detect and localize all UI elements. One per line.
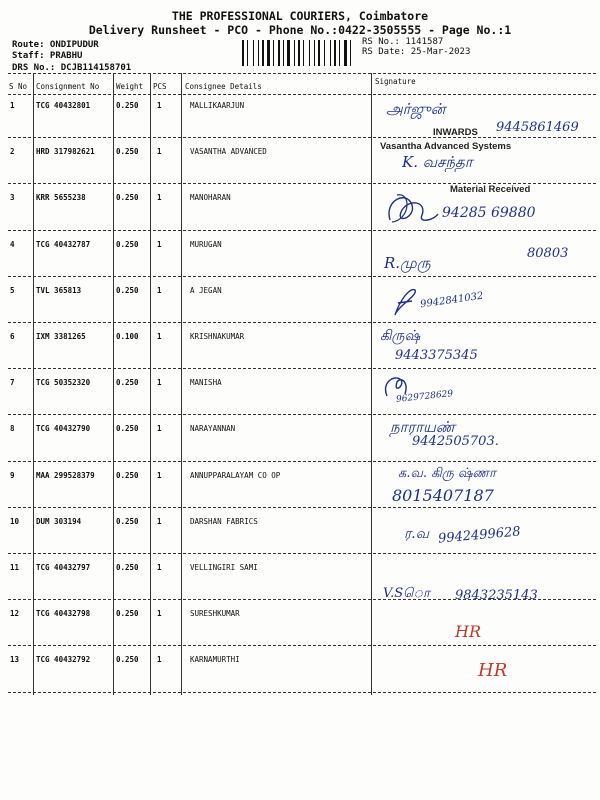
- barcode-bar: [334, 40, 336, 66]
- col-divider: [150, 73, 151, 695]
- barcode-bar: [344, 40, 347, 66]
- row-consignee: A JEGAN: [190, 286, 222, 295]
- barcode-bar: [311, 40, 313, 66]
- row-sno: 13: [10, 655, 20, 664]
- row-divider: [8, 692, 596, 693]
- row-consignee: VASANTHA ADVANCED: [190, 147, 267, 156]
- col-header-consignment: Consignment No: [36, 82, 100, 91]
- barcode-bar: [273, 40, 274, 66]
- row-pcs: 1: [157, 147, 162, 156]
- row-sno: 12: [10, 609, 20, 618]
- row-consignee: MANISHA: [190, 378, 222, 387]
- row-weight: 0.250: [116, 424, 139, 433]
- signature-13: HR: [478, 660, 508, 681]
- row-sno: 6: [10, 332, 15, 341]
- row-divider: [8, 414, 596, 415]
- signature-7-phone: 9629728629: [395, 389, 454, 405]
- row-consignee: ANNUPPARALAYAM CO OP: [190, 471, 281, 480]
- signature-6: கிருஷ்: [380, 328, 421, 344]
- col-header-sno: S No: [9, 82, 28, 91]
- row-weight: 0.250: [116, 655, 139, 664]
- signature-6-phone: 9443375345: [395, 348, 478, 363]
- row-pcs: 1: [157, 101, 162, 110]
- col-divider: [371, 73, 372, 695]
- barcode-bar: [249, 40, 252, 66]
- barcode-bar: [337, 40, 338, 66]
- barcode-bar: [267, 40, 270, 66]
- row-consignment-no: TVL 365813: [36, 286, 82, 295]
- barcode-bar: [287, 40, 290, 66]
- barcode: [242, 40, 354, 66]
- col-header-signature: Signature: [375, 77, 416, 86]
- runsheet-title: Delivery Runsheet - PCO - Phone No.:0422-3505555 - Page No.:1: [88, 23, 512, 37]
- barcode-bar: [318, 40, 320, 66]
- barcode-bar: [253, 40, 254, 66]
- col-header-pcs: PCS: [153, 82, 167, 91]
- signature-1-phone: 9445861469: [496, 120, 579, 135]
- row-divider: [8, 322, 596, 323]
- barcode-bar: [245, 40, 246, 66]
- company-stamp: Vasantha Advanced Systems: [380, 141, 512, 152]
- signature-4-phone: 80803: [527, 246, 569, 261]
- signature-8-phone: 9442505703.: [412, 434, 499, 449]
- row-pcs: 1: [157, 378, 162, 387]
- row-consignment-no: KRR 5655238: [36, 193, 86, 202]
- signature-5-phone: 9942841032: [419, 290, 485, 311]
- table-header-border: [8, 94, 596, 95]
- barcode-bar: [255, 40, 257, 66]
- barcode-bar: [301, 40, 302, 66]
- col-divider: [33, 73, 34, 695]
- row-sno: 2: [10, 147, 15, 156]
- barcode-bar: [316, 40, 317, 66]
- barcode-bar: [285, 40, 286, 66]
- staff-label: Staff: PRABHU: [12, 51, 83, 61]
- row-weight: 0.250: [116, 517, 139, 526]
- col-divider: [113, 73, 114, 695]
- row-pcs: 1: [157, 286, 162, 295]
- row-weight: 0.250: [116, 378, 139, 387]
- row-sno: 9: [10, 471, 15, 480]
- barcode-bar: [326, 40, 329, 66]
- row-consignee: NARAYANNAN: [190, 424, 236, 433]
- row-consignment-no: MAA 299528379: [36, 471, 95, 480]
- barcode-bar: [350, 40, 351, 66]
- row-consignment-no: TCG 40432797: [36, 563, 91, 572]
- row-pcs: 1: [157, 471, 162, 480]
- row-sno: 7: [10, 378, 15, 387]
- col-header-consignee: Consignee Details: [185, 82, 262, 91]
- row-weight: 0.250: [116, 471, 139, 480]
- row-consignment-no: TCG 40432792: [36, 655, 91, 664]
- barcode-bar: [332, 40, 333, 66]
- barcode-bar: [314, 40, 315, 66]
- barcode-bar: [275, 40, 277, 66]
- row-consignee: MALLIKAARJUN: [190, 101, 245, 110]
- row-consignee: MANOHARAN: [190, 193, 231, 202]
- signature-3-scribble: [382, 190, 442, 230]
- signature-11: V.Sொ: [383, 586, 430, 601]
- barcode-bar: [291, 40, 293, 66]
- row-pcs: 1: [157, 193, 162, 202]
- row-divider: [8, 137, 596, 138]
- row-consignment-no: IXM 3381265: [36, 332, 86, 341]
- row-consignee: VELLINGIRI SAMI: [190, 563, 258, 572]
- row-sno: 11: [10, 563, 20, 572]
- signature-5-scribble: [390, 285, 420, 320]
- row-divider: [8, 276, 596, 277]
- row-pcs: 1: [157, 240, 162, 249]
- route-label: Route: ONDIPUDUR: [12, 40, 99, 50]
- col-divider: [181, 73, 182, 695]
- signature-4: R.முரு: [384, 254, 431, 272]
- row-pcs: 1: [157, 655, 162, 664]
- row-weight: 0.250: [116, 563, 139, 572]
- row-weight: 0.250: [116, 286, 139, 295]
- signature-10: ர.வ: [404, 526, 430, 542]
- signature-11-phone: 9843235143: [455, 588, 538, 603]
- barcode-bar: [324, 40, 325, 66]
- row-consignee: KARNAMURTHI: [190, 655, 240, 664]
- barcode-bar: [309, 40, 310, 66]
- row-sno: 8: [10, 424, 15, 433]
- barcode-bar: [339, 40, 340, 66]
- row-consignment-no: HRD 317982621: [36, 147, 95, 156]
- row-consignment-no: TCG 40432801: [36, 101, 91, 110]
- row-sno: 3: [10, 193, 15, 202]
- col-header-weight: Weight: [116, 82, 144, 91]
- row-consignment-no: TCG 40432790: [36, 424, 91, 433]
- barcode-bar: [278, 40, 280, 66]
- row-consignee: MURUGAN: [190, 240, 222, 249]
- barcode-bar: [348, 40, 349, 66]
- row-weight: 0.250: [116, 101, 139, 110]
- barcode-bar: [260, 40, 261, 66]
- row-consignee: DARSHAN FABRICS: [190, 517, 258, 526]
- row-pcs: 1: [157, 517, 162, 526]
- row-pcs: 1: [157, 609, 162, 618]
- barcode-bar: [296, 40, 297, 66]
- rs-date: RS Date: 25-Mar-2023: [362, 47, 471, 57]
- company-name: THE PROFESSIONAL COURIERS, Coimbatore: [171, 9, 429, 23]
- row-consignee: SURESHKUMAR: [190, 609, 240, 618]
- table-top-border: [8, 73, 596, 74]
- row-sno: 5: [10, 286, 15, 295]
- row-consignment-no: TCG 40432798: [36, 609, 91, 618]
- signature-3-phone: 94285 69880: [442, 205, 536, 221]
- row-divider: [8, 461, 596, 462]
- row-divider: [8, 507, 596, 508]
- row-divider: [8, 230, 596, 231]
- row-weight: 0.250: [116, 193, 139, 202]
- signature-12: HR: [455, 622, 481, 641]
- signature-10-phone: 9942499628: [437, 524, 522, 547]
- barcode-bar: [303, 40, 304, 66]
- row-divider: [8, 553, 596, 554]
- row-weight: 0.250: [116, 609, 139, 618]
- barcode-bar: [352, 40, 354, 66]
- signature-8: நாராயண்: [390, 418, 455, 436]
- barcode-bar: [330, 40, 331, 66]
- barcode-bar: [298, 40, 300, 66]
- barcode-bar: [271, 40, 272, 66]
- rs-number: RS No.: 1141587: [362, 37, 444, 47]
- row-consignee: KRISHNAKUMAR: [190, 332, 245, 341]
- row-weight: 0.100: [116, 332, 139, 341]
- barcode-bar: [321, 40, 323, 66]
- row-sno: 10: [10, 517, 20, 526]
- row-divider: [8, 368, 596, 369]
- barcode-bar: [283, 40, 284, 66]
- inwards-stamp: INWARDS: [433, 127, 478, 138]
- barcode-bar: [258, 40, 259, 66]
- row-sno: 4: [10, 240, 15, 249]
- barcode-bar: [281, 40, 282, 66]
- row-pcs: 1: [157, 563, 162, 572]
- barcode-bar: [294, 40, 295, 66]
- barcode-bar: [305, 40, 308, 66]
- row-consignment-no: TCG 50352320: [36, 378, 91, 387]
- row-weight: 0.250: [116, 147, 139, 156]
- row-consignment-no: DUM 303194: [36, 517, 82, 526]
- row-consignment-no: TCG 40432787: [36, 240, 91, 249]
- drs-number: DRS No.: DCJB114158701: [12, 63, 132, 73]
- signature-9-phone: 8015407187: [392, 486, 494, 505]
- signature-1: அர்ஜுன்: [386, 100, 446, 118]
- row-pcs: 1: [157, 424, 162, 433]
- row-pcs: 1: [157, 332, 162, 341]
- barcode-bar: [262, 40, 264, 66]
- row-sno: 1: [10, 101, 15, 110]
- signature-9: க.வ. கிரு ஷ்ணா: [398, 466, 496, 481]
- signature-2: K. வசந்தா: [402, 153, 473, 171]
- material-received-stamp: Material Received: [450, 184, 531, 195]
- barcode-bar: [247, 40, 248, 66]
- barcode-bar: [242, 40, 244, 66]
- row-divider: [8, 645, 596, 646]
- barcode-bar: [341, 40, 343, 66]
- barcode-bar: [265, 40, 266, 66]
- row-weight: 0.250: [116, 240, 139, 249]
